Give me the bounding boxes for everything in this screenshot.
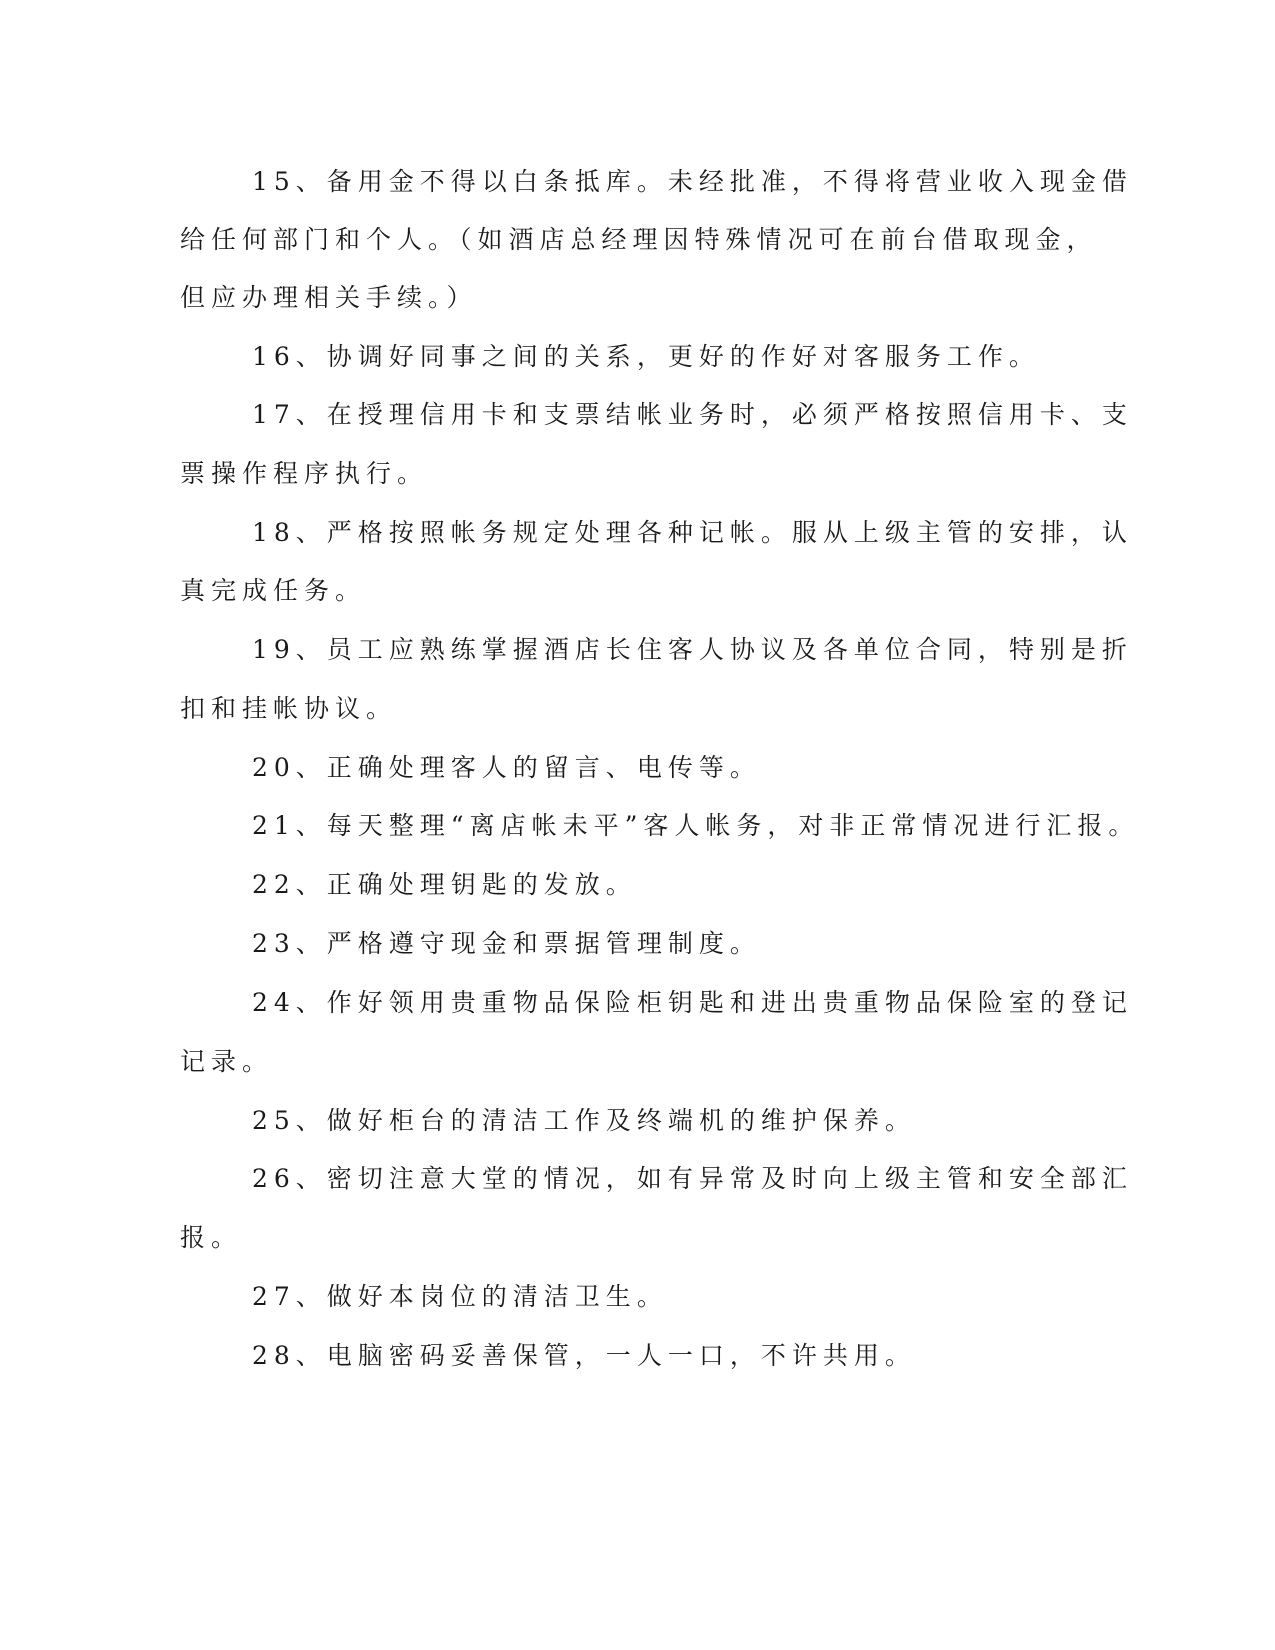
- item-16-line-1: 16、协调好同事之间的关系，更好的作好对客服务工作。: [252, 342, 1040, 371]
- item-19-line-2: 扣和挂帐协议。: [180, 694, 398, 723]
- item-23-line-1: 23、严格遵守现金和票据管理制度。: [252, 929, 761, 958]
- item-24-line-2: 记录。: [180, 1047, 274, 1076]
- item-25-line-1: 25、做好柜台的清洁工作及终端机的维护保养。: [252, 1106, 916, 1135]
- item-18-line-1: 18、严格按照帐务规定处理各种记帐。服从上级主管的安排，认: [252, 518, 1133, 547]
- item-19-line-1: 19、员工应熟练掌握酒店长住客人协议及各单位合同，特别是折: [252, 635, 1133, 664]
- item-27-line-1: 27、做好本岗位的清洁卫生。: [252, 1282, 668, 1311]
- item-21-line-1: 21、每天整理“离店帐未平”客人帐务，对非正常情况进行汇报。: [252, 811, 1140, 840]
- item-18-line-2: 真完成任务。: [180, 576, 367, 605]
- item-15-line-3: 但应办理相关手续。）: [180, 283, 478, 312]
- item-28-line-1: 28、电脑密码妥善保管，一人一口，不许共用。: [252, 1341, 916, 1370]
- item-26-line-2: 报。: [180, 1223, 243, 1252]
- item-20-line-1: 20、正确处理客人的留言、电传等。: [252, 753, 761, 782]
- item-17-line-2: 票操作程序执行。: [180, 459, 429, 488]
- item-17-line-1: 17、在授理信用卡和支票结帐业务时，必须严格按照信用卡、支: [252, 400, 1133, 429]
- item-15-line-2: 给任何部门和个人。（如酒店总经理因特殊情况可在前台借取现金，: [180, 225, 1098, 254]
- item-15-line-1: 15、备用金不得以白条抵库。未经批准，不得将营业收入现金借: [252, 167, 1133, 196]
- item-26-line-1: 26、密切注意大堂的情况，如有异常及时向上级主管和安全部汇: [252, 1164, 1133, 1193]
- item-24-line-1: 24、作好领用贵重物品保险柜钥匙和进出贵重物品保险室的登记: [252, 988, 1133, 1017]
- item-22-line-1: 22、正确处理钥匙的发放。: [252, 870, 637, 899]
